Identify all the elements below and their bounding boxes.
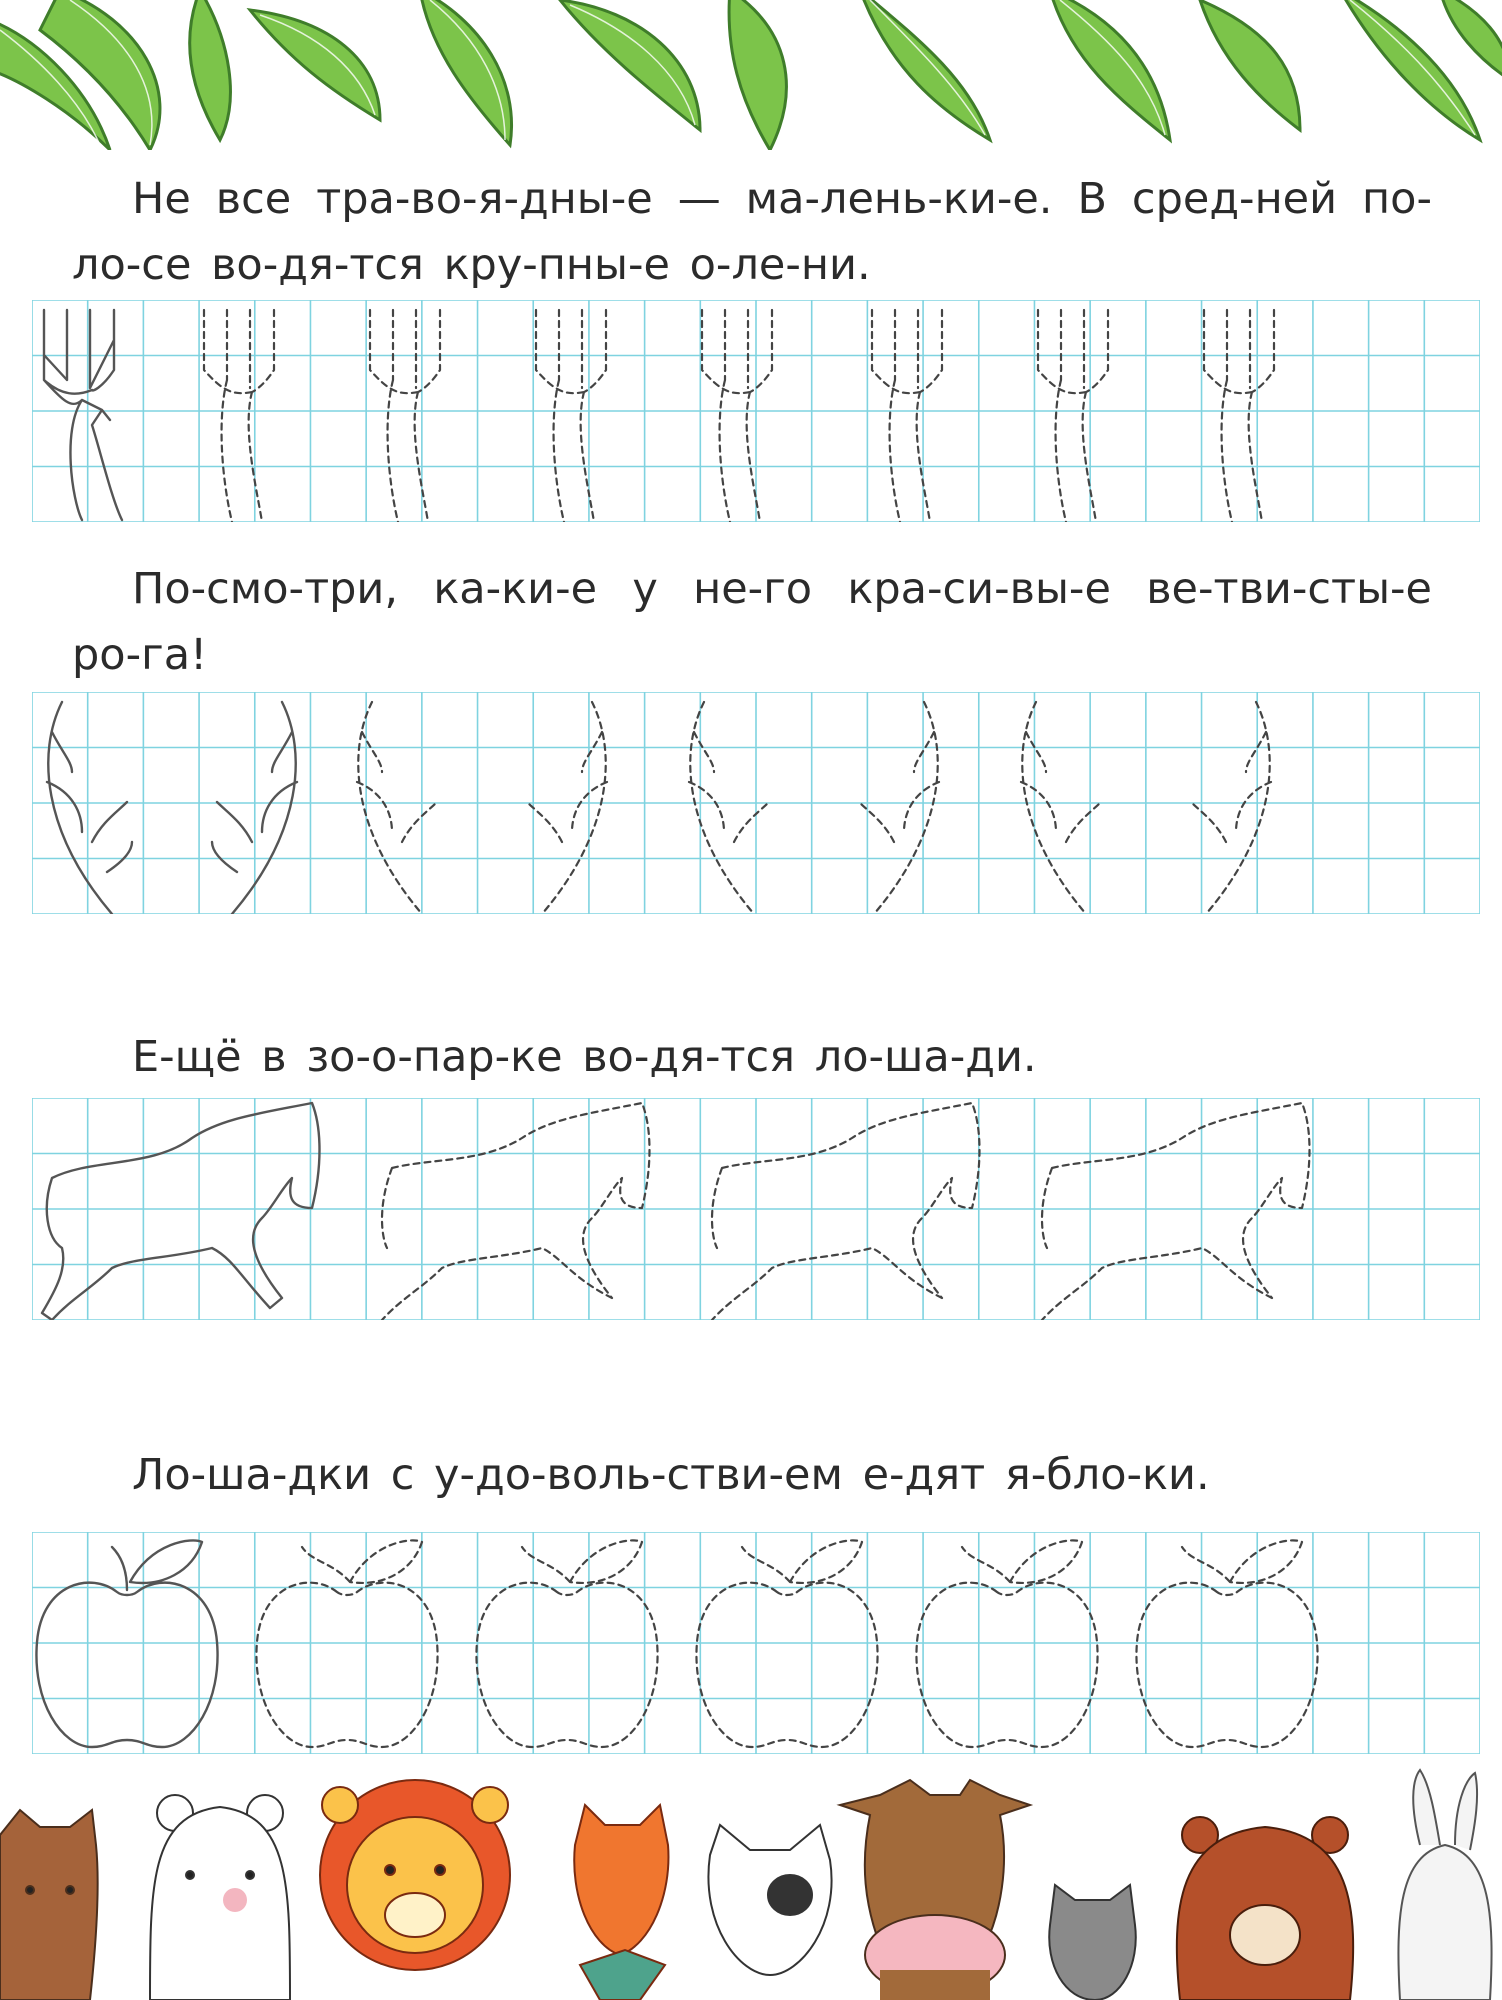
lion-icon xyxy=(320,1780,510,1970)
tracing-row-deer[interactable] xyxy=(32,300,1480,522)
cat-icon xyxy=(0,1810,98,2000)
antlers-icon xyxy=(47,702,297,914)
tracing-row-antlers[interactable] xyxy=(32,692,1480,914)
horse-tracing-icon xyxy=(382,1103,1310,1320)
grid-lines xyxy=(32,1098,1480,1320)
paragraph-2: По-смо-три, ка-ки-е у не-го кра-си-вы-е ве-тви-сты-е ро-га! xyxy=(72,564,1432,680)
dog-icon xyxy=(708,1825,831,1975)
gray-cat-icon xyxy=(1049,1885,1136,2000)
deer-tracing-icon xyxy=(204,310,1274,522)
horse-icon xyxy=(42,1103,320,1320)
rabbit-icon xyxy=(1398,1770,1491,2000)
cow-icon xyxy=(840,1780,1030,2000)
grid-lines xyxy=(32,1532,1480,1754)
paragraph-1: Не все тра-во-я-дны-е — ма-лень-ки-е. В сред-ней по-ло-се во-дя-тся кру-пны-е о-ле-ни. xyxy=(72,174,1432,290)
fox-icon xyxy=(574,1805,668,2000)
animals-border xyxy=(0,1765,1502,2000)
leaves-border xyxy=(0,0,1502,150)
tracing-row-horse[interactable] xyxy=(32,1098,1480,1320)
antlers-tracing-icon xyxy=(357,702,1271,914)
deer-icon xyxy=(44,310,122,520)
paragraph-3: Е-щё в зо-о-пар-ке во-дя-тся ло-ша-ди. xyxy=(132,1032,1037,1082)
brown-bear-icon xyxy=(1177,1817,1353,2000)
paragraph-4: Ло-ша-дки с у-до-воль-стви-ем е-дят я-бло-ки. xyxy=(132,1450,1210,1500)
tracing-row-apple[interactable] xyxy=(32,1532,1480,1754)
grid-lines xyxy=(32,692,1480,914)
polar-bear-icon xyxy=(150,1795,290,2000)
